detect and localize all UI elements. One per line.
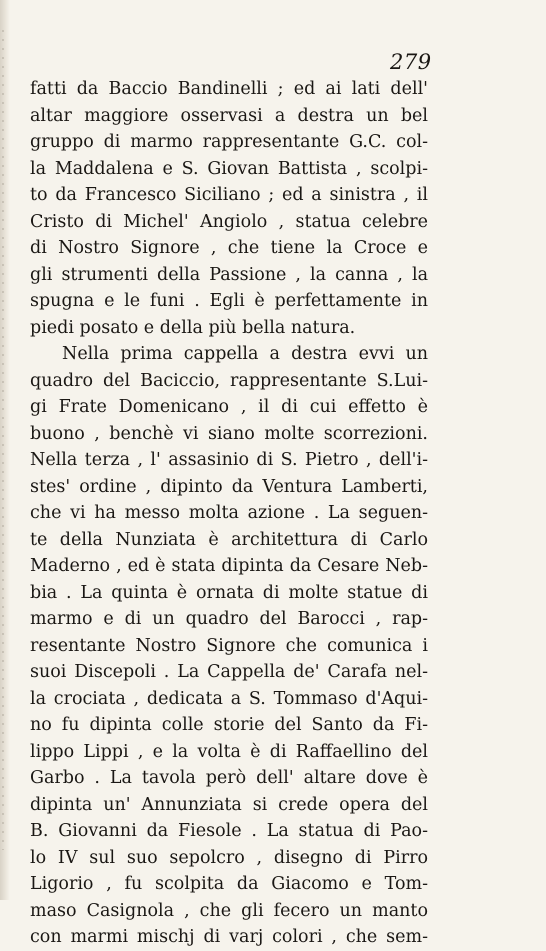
- text-line: lippo Lippi , e la volta è di Raffaellino del: [30, 741, 428, 762]
- text-line: stes' ordine , dipinto da Ventura Lamberti,: [30, 476, 428, 497]
- text-line: che vi ha messo molta azione . La seguen-: [30, 503, 428, 523]
- text-line: gi Frate Domenicano , il di cui effetto è: [30, 397, 428, 417]
- text-line: gruppo di marmo rappresentante G.C. col-: [30, 132, 428, 152]
- text-line: la Maddalena e S. Giovan Battista , scolpi-: [30, 158, 428, 179]
- text-line: Ligorio , fu scolpita da Giacomo e Tom-: [30, 874, 428, 894]
- text-line: spugna e le funi . Egli è perfettamente in: [30, 291, 428, 311]
- page-number: 279: [390, 50, 432, 74]
- text-line: bia . La quinta è ornata di molte statue di: [30, 582, 428, 603]
- text-line: resentante Nostro Signore che comunica i: [30, 635, 428, 656]
- text-line: Garbo . La tavola però dell' altare dove è: [30, 768, 428, 788]
- text-line: to da Francesco Siciliano ; ed a sinistra , il: [30, 185, 428, 205]
- text-line: B. Giovanni da Fiesole . La statua di Pao-: [30, 821, 428, 841]
- text-line: altar maggiore osservasi a destra un bel: [30, 105, 428, 126]
- text-line: quadro del Baciccio, rappresentante S.Lui-: [30, 370, 428, 391]
- text-line: lo IV sul suo sepolcro , disegno di Pirro: [30, 847, 428, 868]
- body-text: [30, 76, 428, 951]
- text-line: con marmi mischj di varj colori , che sem-: [30, 927, 428, 947]
- page-edge: [0, 0, 10, 900]
- text-line: Nella terza , l' assasinio di S. Pietro , dell'i-: [30, 450, 428, 470]
- text-line: Maderno , ed è stata dipinta da Cesare Neb-: [30, 556, 428, 576]
- text-line: maso Casignola , che gli fecero un manto: [30, 900, 428, 921]
- text-line: gli strumenti della Passione , la canna , la: [30, 264, 428, 285]
- text-line: Cristo di Michel' Angiolo , statua celebre: [30, 211, 428, 232]
- text-line: marmo e di un quadro del Barocci , rap-: [30, 609, 428, 629]
- text-line: no fu dipinta colle storie del Santo da Fi-: [30, 715, 428, 735]
- text-line: Nella prima cappella a destra evvi un: [62, 344, 428, 364]
- text-line: piedi posato e della più bella natura.: [30, 317, 356, 338]
- text-line: dipinta un' Annunziata si crede opera del: [30, 794, 428, 815]
- text-line: di Nostro Signore , che tiene la Croce e: [30, 238, 428, 258]
- text-line: buono , benchè vi siano molte scorrezioni.: [30, 423, 428, 444]
- text-line: fatti da Baccio Bandinelli ; ed ai lati dell': [30, 79, 428, 99]
- text-line: la crociata , dedicata a S. Tommaso d'Aqui-: [30, 688, 428, 709]
- text-line: te della Nunziata è architettura di Carlo: [30, 529, 428, 550]
- text-line: suoi Discepoli . La Cappella de' Carafa nel-: [30, 662, 428, 682]
- page-edge-texture: [2, 30, 4, 850]
